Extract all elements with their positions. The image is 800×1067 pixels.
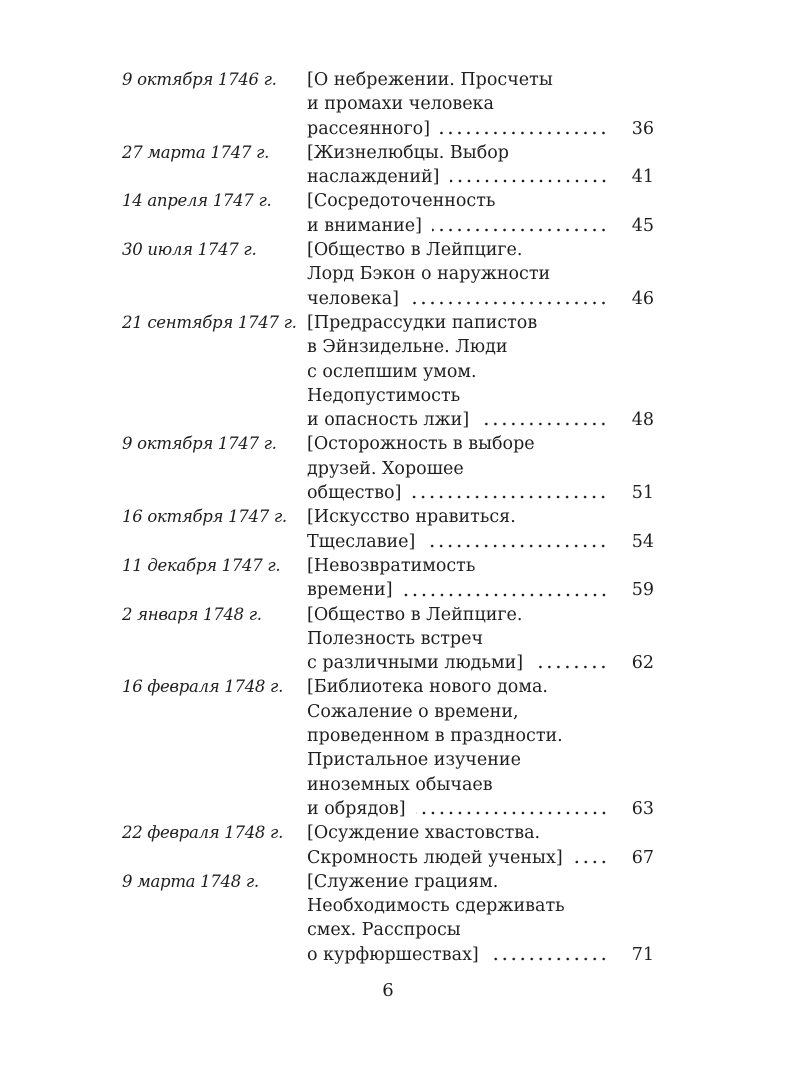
title-line-text: иноземных обычаев [307, 774, 493, 795]
title-line-text: [Служение грациям. [307, 871, 499, 892]
entry-page-number: 46 [631, 288, 654, 309]
entry-date: 27 марта 1747 г. [122, 142, 270, 162]
title-line-text: смех. Расспросы [307, 920, 461, 941]
title-line-text: Пристальное изучение [307, 750, 521, 771]
entry-page-number: 48 [631, 410, 654, 431]
dot-leader [440, 117, 608, 141]
dot-leader [403, 578, 608, 602]
title-line [307, 724, 654, 748]
title-line-text: о курфюршествах] [307, 944, 479, 965]
toc-entry [122, 554, 654, 603]
dot-leader [416, 797, 608, 821]
title-line [307, 287, 654, 311]
title-line-text: с различными людьми] [307, 653, 524, 674]
entry-page-number: 62 [631, 653, 654, 674]
title-line-text: Необходимость сдерживать [307, 896, 565, 917]
title-line-text: и внимание] [307, 215, 422, 236]
entry-title [307, 189, 654, 238]
title-line-text: [Библиотека нового дома. [307, 677, 548, 698]
title-line-text: общество] [307, 483, 402, 504]
title-line-text: [Предрассудки папистов [307, 312, 538, 333]
title-line-text: наслаждений] [307, 167, 440, 188]
entry-page-number: 54 [631, 531, 654, 552]
title-line [307, 578, 654, 602]
toc-entry [122, 870, 654, 967]
title-line [307, 262, 654, 286]
entry-title [307, 870, 654, 967]
title-line-text: [Осторожность в выборе [307, 434, 535, 455]
title-line-text: рассеянного] [307, 118, 431, 139]
title-line [307, 846, 654, 870]
entry-title [307, 603, 654, 676]
dot-leader [425, 530, 608, 554]
entry-page-number: 45 [631, 215, 654, 236]
title-line [307, 189, 654, 213]
title-line-text: [Невозвратимость [307, 555, 476, 576]
entry-page-number: 41 [631, 167, 654, 188]
title-line-text: друзей. Хорошее [307, 458, 464, 479]
entry-date: 9 марта 1748 г. [122, 871, 259, 891]
entry-title [307, 554, 654, 603]
entry-page-number: 71 [631, 944, 654, 965]
title-line [307, 335, 654, 359]
title-line [307, 675, 654, 699]
title-line [307, 457, 654, 481]
title-line-text: и промахи человека [307, 94, 494, 115]
toc-entry [122, 432, 654, 505]
entry-title [307, 821, 654, 870]
dot-leader [533, 651, 608, 675]
entry-page-number: 59 [631, 580, 654, 601]
title-line [307, 554, 654, 578]
entry-date: 11 декабря 1747 г. [122, 555, 281, 575]
entry-title [307, 141, 654, 190]
title-line [307, 117, 654, 141]
title-line-text: [Искусство нравиться. [307, 507, 516, 528]
title-line-text: [О небрежении. Просчеты [307, 70, 553, 90]
toc-entry [122, 141, 654, 190]
entry-title [307, 68, 654, 141]
title-line [307, 918, 654, 942]
title-line [307, 627, 654, 651]
title-line-text: человека] [307, 288, 399, 309]
entry-page-number: 51 [631, 483, 654, 504]
title-line [307, 92, 654, 116]
title-line-text: [Сосредоточенность [307, 191, 496, 212]
entry-date: 9 октября 1746 г. [122, 70, 277, 89]
entry-page-number: 36 [631, 118, 654, 139]
title-line [307, 651, 654, 675]
title-line [307, 603, 654, 627]
entry-date: 16 февраля 1748 г. [122, 677, 284, 697]
title-line [307, 311, 654, 335]
title-line [307, 214, 654, 238]
title-line [307, 943, 654, 967]
title-line [307, 797, 654, 821]
entry-title [307, 238, 654, 311]
page-number: 6 [382, 980, 394, 1001]
entry-title [307, 675, 654, 821]
entry-date: 30 июля 1747 г. [122, 240, 257, 260]
entry-title [307, 311, 654, 432]
title-line [307, 773, 654, 797]
title-line [307, 384, 654, 408]
title-line [307, 870, 654, 894]
entry-date: 2 января 1748 г. [122, 604, 262, 624]
title-line [307, 700, 654, 724]
title-line-text: Недопустимость [307, 385, 461, 406]
title-line [307, 748, 654, 772]
title-line-text: и обрядов] [307, 798, 406, 819]
title-line [307, 894, 654, 918]
title-line [307, 238, 654, 262]
title-line [307, 141, 654, 165]
title-line-text: Сожаление о времени, [307, 701, 519, 722]
dot-leader [479, 408, 608, 432]
title-line-text: Полезность встреч [307, 628, 484, 649]
toc-entry [122, 238, 654, 311]
title-line-text: [Осуждение хвастовства. [307, 823, 541, 844]
toc-entry [122, 603, 654, 676]
title-line [307, 432, 654, 456]
title-line-text: [Общество в Лейпциге. [307, 604, 523, 625]
entry-date: 9 октября 1747 г. [122, 434, 277, 454]
dot-leader [573, 846, 608, 870]
title-line [307, 821, 654, 845]
entry-page-number: 67 [631, 847, 654, 868]
toc-entry [122, 821, 654, 870]
dot-leader [409, 287, 608, 311]
table-of-contents [122, 68, 654, 967]
title-line-text: с ослепшим умом. [307, 361, 477, 382]
title-line [307, 68, 654, 92]
toc-entry [122, 68, 654, 141]
toc-entry [122, 189, 654, 238]
title-line-text: Тщеславие] [307, 531, 416, 552]
toc-entry [122, 505, 654, 554]
title-line-text: времени] [307, 580, 393, 601]
entry-title [307, 505, 654, 554]
entry-date: 21 сентября 1747 г. [122, 312, 297, 332]
title-line [307, 408, 654, 432]
title-line [307, 530, 654, 554]
title-line-text: и опасность лжи] [307, 410, 470, 431]
toc-entry [122, 311, 654, 432]
title-line-text: в Эйнзидельне. Люди [307, 337, 508, 358]
entry-date: 22 февраля 1748 г. [122, 823, 284, 843]
title-line-text: [Общество в Лейпциге. [307, 240, 523, 261]
title-line [307, 505, 654, 529]
dot-leader [450, 165, 609, 189]
title-line-text: проведенном в праздности. [307, 726, 563, 747]
dot-leader [432, 214, 608, 238]
entry-title [307, 432, 654, 505]
title-line [307, 360, 654, 384]
entry-date: 14 апреля 1747 г. [122, 191, 272, 211]
entry-date: 16 октября 1747 г. [122, 507, 287, 527]
entry-page-number: 63 [631, 798, 654, 819]
title-line [307, 481, 654, 505]
toc-entry [122, 675, 654, 821]
title-line-text: Лорд Бэкон о наружности [307, 264, 551, 285]
dot-leader [411, 481, 608, 505]
title-line-text: [Жизнелюбцы. Выбор [307, 142, 509, 163]
dot-leader [489, 943, 608, 967]
title-line [307, 165, 654, 189]
title-line-text: Скромность людей ученых] [307, 847, 563, 868]
